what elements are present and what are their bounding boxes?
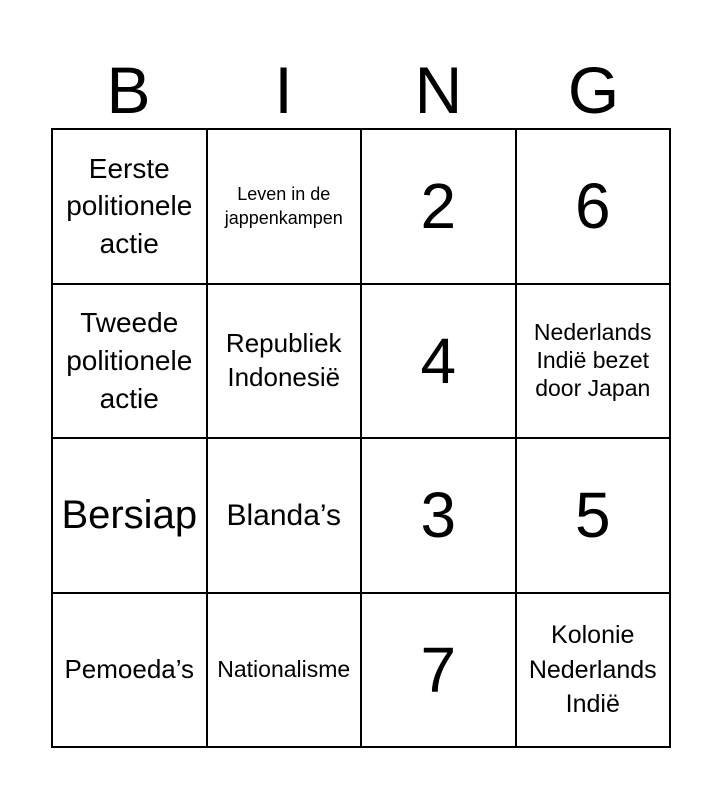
bingo-cell[interactable] (517, 439, 672, 594)
bingo-cell[interactable] (362, 130, 517, 285)
cell-label: Eerste politionele actie (66, 152, 193, 260)
bingo-cell[interactable] (208, 594, 363, 749)
bingo-cell[interactable] (517, 130, 672, 285)
cell-label: Leven in de jappenkampen (224, 183, 343, 229)
cell-label: 5 (574, 479, 611, 552)
bingo-cell[interactable] (208, 285, 363, 440)
bingo-cell[interactable] (362, 439, 517, 594)
cell-label: Kolonie Nederlands Indië (528, 621, 657, 718)
cell-label: 4 (420, 324, 457, 397)
bingo-grid (51, 128, 671, 748)
cell-label: 2 (420, 170, 457, 243)
bingo-cell[interactable] (517, 285, 672, 440)
cell-label: Republiek Indonesië (225, 327, 342, 392)
cell-label: 7 (420, 633, 457, 706)
cell-label: 3 (420, 479, 457, 552)
cell-label: Bersiap (61, 493, 198, 538)
bingo-cell[interactable] (53, 130, 208, 285)
bingo-header (51, 50, 671, 130)
bingo-cell[interactable] (517, 594, 672, 749)
cell-label: 6 (574, 170, 611, 243)
bingo-cell[interactable] (208, 439, 363, 594)
cell-label: Pemoeda’s (64, 653, 195, 684)
cell-label: Blanda’s (226, 498, 342, 532)
cell-label: Nederlands Indië bezet door Japan (533, 319, 652, 401)
bingo-cell[interactable] (362, 594, 517, 749)
bingo-cell[interactable] (53, 594, 208, 749)
bingo-cell[interactable] (53, 285, 208, 440)
bingo-cell[interactable] (362, 285, 517, 440)
cell-label: Tweede politionele actie (66, 307, 193, 414)
header-letter-n: N (414, 53, 463, 127)
bingo-cell[interactable] (208, 130, 363, 285)
header-letter-g: G (567, 53, 620, 127)
cell-label: Nationalisme (217, 655, 351, 682)
header-letter-i: I (274, 53, 293, 127)
header-letter-b: B (106, 53, 151, 127)
bingo-cell[interactable] (53, 439, 208, 594)
